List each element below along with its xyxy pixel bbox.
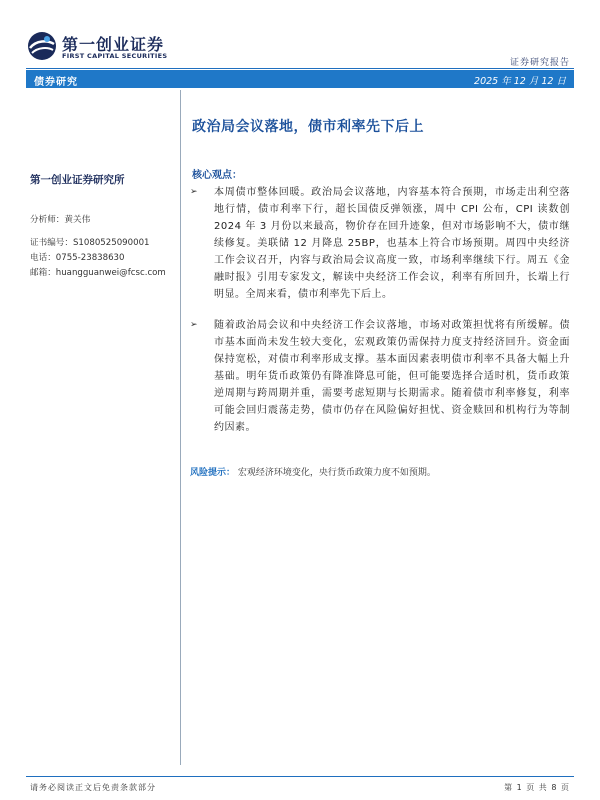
list-item xyxy=(190,317,570,436)
phone-number: 电话：0755-23838630 xyxy=(30,253,125,263)
arrow-bullet-icon: ➢ xyxy=(190,187,198,197)
arrow-bullet-icon: ➢ xyxy=(190,320,198,330)
core-views-heading: 核心观点： xyxy=(192,170,242,181)
risk-text: 宏观经济环境变化，央行货币政策力度不如预期。 xyxy=(237,468,436,478)
list-item xyxy=(190,184,570,303)
risk-label: 风险提示： xyxy=(190,468,236,478)
globe-logo-icon xyxy=(26,30,58,62)
header-divider xyxy=(26,68,574,69)
brand-logo xyxy=(26,30,186,70)
report-title: 政治局会议落地，债市利率先下后上 xyxy=(192,119,424,135)
report-category: 债券研究 xyxy=(34,77,78,88)
footer-disclaimer: 请务必阅读正文后免责条款部分 xyxy=(30,783,156,792)
brand-name-en: FIRST CAPITAL SECURITIES xyxy=(62,52,168,60)
cert-number: 证书编号：S1080525090001 xyxy=(30,238,150,248)
column-divider xyxy=(180,90,181,765)
page-number: 第 1 页 共 8 页 xyxy=(504,783,570,792)
footer-divider xyxy=(26,776,574,777)
report-date: 2025 年 12 月 12 日 xyxy=(474,76,566,87)
risk-notice xyxy=(190,466,570,481)
bullet-text: 本周债市整体回暖。政治局会议落地，内容基本符合预期，市场走出利空落地行情，债市利率下行，超长国债反弹领涨，周中 CPI 公布，CPI 读数创 2024 年 3 月份以来最高，物价存在回升迹象，但对市场影响不大，债市继续修复。美联储 12 月降息 25BP，也基本上符合市场预期。周四中央经济工作会议召开，内容与政治局会议高度一致，市场利率继续下行。周五《金融时报》引用专家发文，解读中央经济工作会议，利率有所回升，长端上行明显。全周来看，债市利率先下后上。 xyxy=(214,187,570,300)
bullet-text: 随着政治局会议和中央经济工作会议落地，市场对政策担忧将有所缓解。债市基本面尚未发生较大变化，宏观政策仍需保持力度支持经济回升。资金面保持宽松，对债市利率形成支撑。基本面因素表明债市利率不具备大幅上升基础。明年货币政策仍有降准降息可能，但可能要选择合适时机，货币政策逆周期与跨周期并重，需要考虑短期与长期需求。随着债市利率修复，利率可能会回归震荡走势，债市仍存在风险偏好担忧、资金赎回和机构行为等制约因素。 xyxy=(214,320,570,433)
brand-name-cn: 第一创业证券 xyxy=(62,35,165,54)
institute-name: 第一创业证券研究所 xyxy=(30,174,125,186)
report-type: 证券研究报告 xyxy=(509,58,570,68)
analyst-name: 分析师：黄关伟 xyxy=(30,215,91,225)
email-link[interactable]: 邮箱：huangguanwei@fcsc.com xyxy=(30,268,166,278)
sidebar xyxy=(30,172,175,281)
header-band xyxy=(26,70,574,88)
core-views-list xyxy=(190,184,570,450)
